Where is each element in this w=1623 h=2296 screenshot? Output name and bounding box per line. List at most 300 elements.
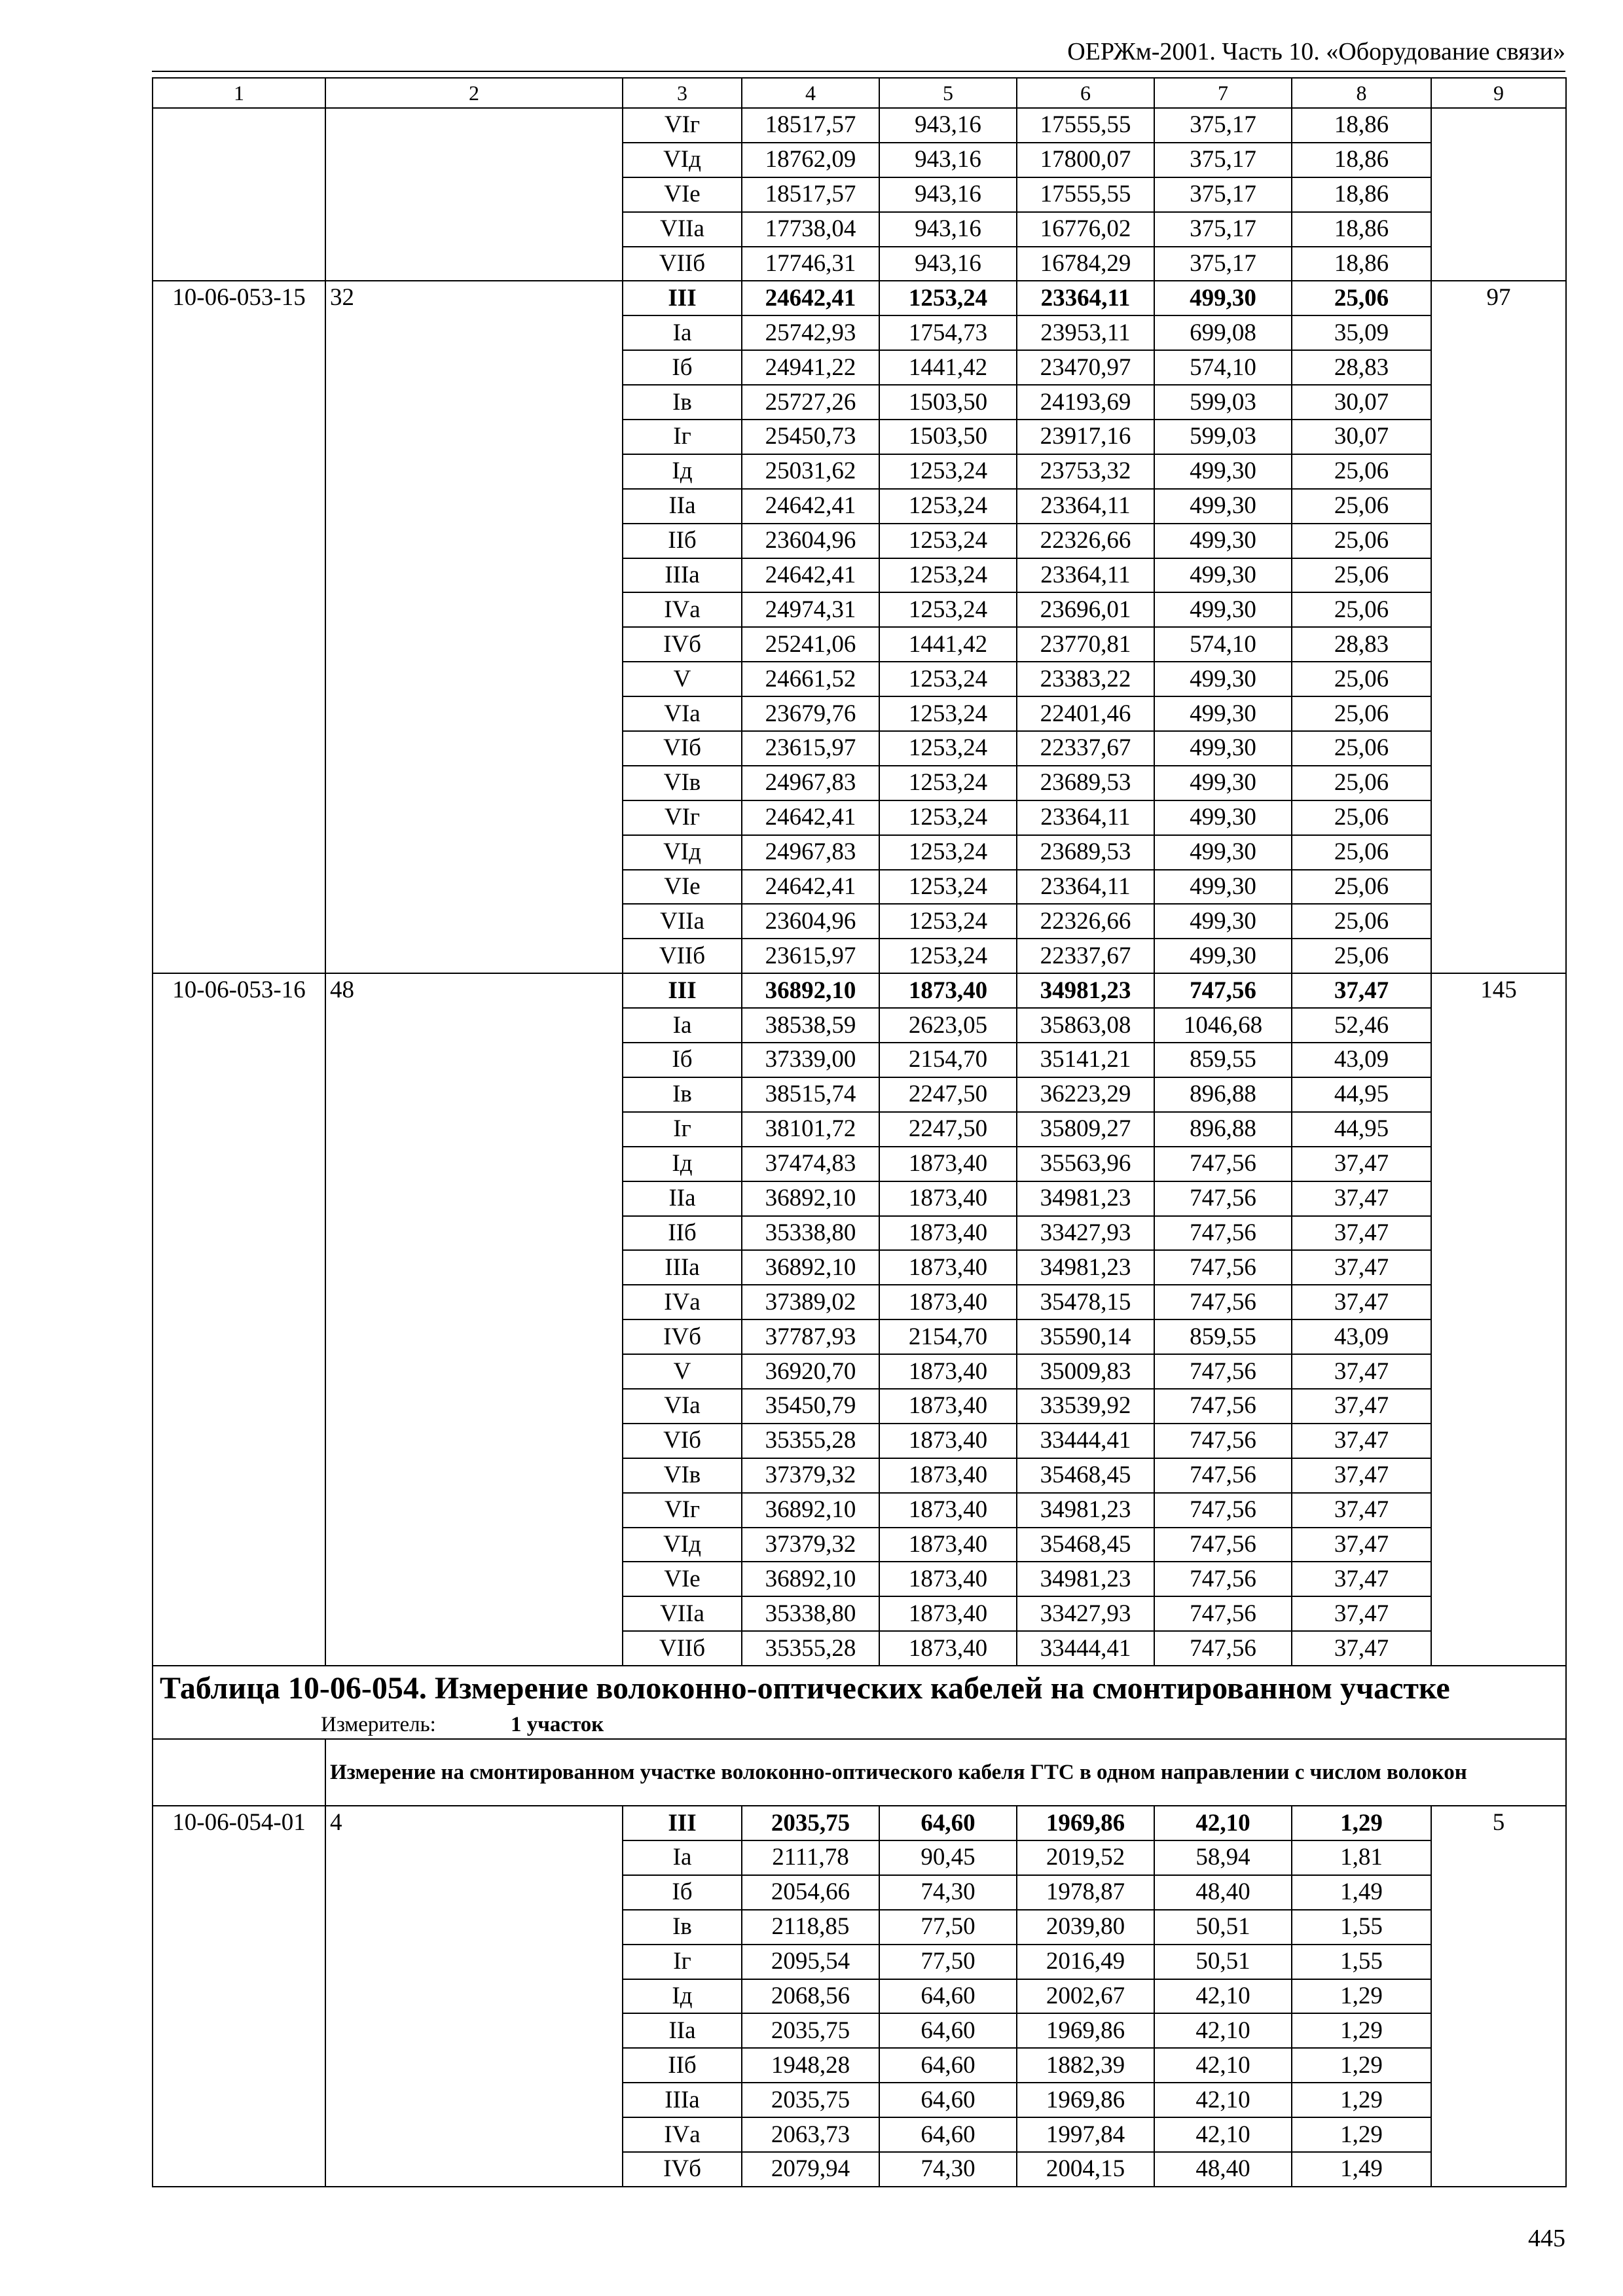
materials-cell: 25,06 <box>1292 524 1431 558</box>
materials-cell: 1,55 <box>1292 1945 1431 1979</box>
column-number: 7 <box>1154 78 1292 108</box>
total-cost-cell: 38101,72 <box>742 1112 879 1147</box>
materials-cell: 43,09 <box>1292 1319 1431 1354</box>
machines-cell: 35468,45 <box>1017 1458 1154 1493</box>
machines-cell: 35141,21 <box>1017 1043 1154 1077</box>
driver-wages-cell: 747,56 <box>1154 1354 1292 1389</box>
zone-cell: Iб <box>623 350 742 385</box>
machines-cell: 2039,80 <box>1017 1910 1154 1945</box>
machines-cell: 33444,41 <box>1017 1631 1154 1666</box>
table-row <box>153 973 1566 1008</box>
wages-cell: 77,50 <box>879 1945 1017 1979</box>
machines-cell: 33427,93 <box>1017 1216 1154 1251</box>
driver-wages-cell: 747,56 <box>1154 1389 1292 1424</box>
zone-cell: Iд <box>623 1147 742 1181</box>
machines-cell: 2019,52 <box>1017 1840 1154 1875</box>
machines-cell: 23383,22 <box>1017 662 1154 696</box>
zone-cell: VIв <box>623 766 742 800</box>
wages-cell: 64,60 <box>879 1806 1017 1840</box>
total-cost-cell: 24967,83 <box>742 766 879 800</box>
zone-cell: VIг <box>623 108 742 143</box>
col9-cell: 5 <box>1431 1806 1566 2187</box>
wages-cell: 1873,40 <box>879 1181 1017 1216</box>
total-cost-cell: 18517,57 <box>742 108 879 143</box>
wages-cell: 64,60 <box>879 2083 1017 2117</box>
machines-cell: 1997,84 <box>1017 2117 1154 2152</box>
fibers-cell <box>325 108 623 281</box>
materials-cell: 25,06 <box>1292 731 1431 766</box>
materials-cell: 1,49 <box>1292 1875 1431 1910</box>
zone-cell: Iа <box>623 1840 742 1875</box>
column-number: 4 <box>742 78 879 108</box>
driver-wages-cell: 42,10 <box>1154 1979 1292 2014</box>
machines-cell: 22337,67 <box>1017 939 1154 973</box>
wages-cell: 2247,50 <box>879 1112 1017 1147</box>
zone-cell: IIа <box>623 2013 742 2048</box>
driver-wages-cell: 499,30 <box>1154 489 1292 524</box>
zone-cell: Iа <box>623 1008 742 1043</box>
zone-cell: Iа <box>623 315 742 350</box>
driver-wages-cell: 375,17 <box>1154 108 1292 143</box>
wages-cell: 943,16 <box>879 143 1017 177</box>
materials-cell: 37,47 <box>1292 1458 1431 1493</box>
driver-wages-cell: 499,30 <box>1154 524 1292 558</box>
materials-cell: 30,07 <box>1292 385 1431 420</box>
materials-cell: 1,81 <box>1292 1840 1431 1875</box>
machines-cell: 1978,87 <box>1017 1875 1154 1910</box>
zone-cell: VIг <box>623 800 742 835</box>
wages-cell: 943,16 <box>879 247 1017 281</box>
driver-wages-cell: 1046,68 <box>1154 1008 1292 1043</box>
driver-wages-cell: 375,17 <box>1154 247 1292 281</box>
machines-cell: 17555,55 <box>1017 108 1154 143</box>
driver-wages-cell: 42,10 <box>1154 2013 1292 2048</box>
machines-cell: 22326,66 <box>1017 524 1154 558</box>
materials-cell: 25,06 <box>1292 904 1431 939</box>
materials-cell: 25,06 <box>1292 558 1431 593</box>
driver-wages-cell: 58,94 <box>1154 1840 1292 1875</box>
total-cost-cell: 17738,04 <box>742 212 879 247</box>
wages-cell: 1253,24 <box>879 524 1017 558</box>
price-table <box>152 77 1567 2187</box>
materials-cell: 28,83 <box>1292 627 1431 662</box>
wages-cell: 1253,24 <box>879 489 1017 524</box>
total-cost-cell: 25031,62 <box>742 454 879 489</box>
wages-cell: 74,30 <box>879 2152 1017 2187</box>
total-cost-cell: 2035,75 <box>742 2083 879 2117</box>
total-cost-cell: 25241,06 <box>742 627 879 662</box>
machines-cell: 2004,15 <box>1017 2152 1154 2187</box>
wages-cell: 1873,40 <box>879 1285 1017 1319</box>
total-cost-cell: 18517,57 <box>742 177 879 212</box>
zone-cell: IIIа <box>623 1250 742 1285</box>
wages-cell: 2154,70 <box>879 1319 1017 1354</box>
machines-cell: 23917,16 <box>1017 420 1154 454</box>
column-number-row <box>153 78 1566 108</box>
wages-cell: 1503,50 <box>879 385 1017 420</box>
total-cost-cell: 2035,75 <box>742 2013 879 2048</box>
zone-cell: VIб <box>623 1424 742 1458</box>
code-cell <box>153 108 325 281</box>
wages-cell: 1253,24 <box>879 731 1017 766</box>
total-cost-cell: 18762,09 <box>742 143 879 177</box>
wages-cell: 1503,50 <box>879 420 1017 454</box>
total-cost-cell: 2054,66 <box>742 1875 879 1910</box>
wages-cell: 1873,40 <box>879 1250 1017 1285</box>
machines-cell: 34981,23 <box>1017 1562 1154 1596</box>
zone-cell: IVа <box>623 592 742 627</box>
driver-wages-cell: 499,30 <box>1154 731 1292 766</box>
total-cost-cell: 23615,97 <box>742 939 879 973</box>
materials-cell: 25,06 <box>1292 835 1431 870</box>
total-cost-cell: 25727,26 <box>742 385 879 420</box>
total-cost-cell: 24642,41 <box>742 870 879 905</box>
zone-cell: V <box>623 1354 742 1389</box>
total-cost-cell: 23679,76 <box>742 696 879 731</box>
zone-cell: VIIа <box>623 212 742 247</box>
wages-cell: 64,60 <box>879 2117 1017 2152</box>
wages-cell: 64,60 <box>879 1979 1017 2014</box>
materials-cell: 18,86 <box>1292 212 1431 247</box>
driver-wages-cell: 747,56 <box>1154 1631 1292 1666</box>
driver-wages-cell: 48,40 <box>1154 1875 1292 1910</box>
materials-cell: 25,06 <box>1292 939 1431 973</box>
machines-cell: 23470,97 <box>1017 350 1154 385</box>
fibers-cell: 48 <box>325 973 623 1666</box>
driver-wages-cell: 896,88 <box>1154 1112 1292 1147</box>
machines-cell: 2016,49 <box>1017 1945 1154 1979</box>
materials-cell: 44,95 <box>1292 1112 1431 1147</box>
header-rule <box>152 71 1565 72</box>
materials-cell: 18,86 <box>1292 143 1431 177</box>
table-title-row <box>153 1666 1566 1711</box>
col9-cell: 145 <box>1431 973 1566 1666</box>
wages-cell: 1873,40 <box>879 1493 1017 1528</box>
machines-cell: 23364,11 <box>1017 558 1154 593</box>
column-number: 6 <box>1017 78 1154 108</box>
driver-wages-cell: 747,56 <box>1154 1562 1292 1596</box>
total-cost-cell: 37389,02 <box>742 1285 879 1319</box>
materials-cell: 25,06 <box>1292 696 1431 731</box>
zone-cell: VIIа <box>623 904 742 939</box>
materials-cell: 18,86 <box>1292 177 1431 212</box>
driver-wages-cell: 747,56 <box>1154 1528 1292 1562</box>
materials-cell: 35,09 <box>1292 315 1431 350</box>
materials-cell: 44,95 <box>1292 1077 1431 1112</box>
driver-wages-cell: 42,10 <box>1154 1806 1292 1840</box>
wages-cell: 1873,40 <box>879 1596 1017 1631</box>
wages-cell: 1873,40 <box>879 1424 1017 1458</box>
materials-cell: 37,47 <box>1292 1250 1431 1285</box>
driver-wages-cell: 499,30 <box>1154 454 1292 489</box>
wages-cell: 1441,42 <box>879 350 1017 385</box>
wages-cell: 1441,42 <box>879 627 1017 662</box>
total-cost-cell: 36920,70 <box>742 1354 879 1389</box>
machines-cell: 33444,41 <box>1017 1424 1154 1458</box>
column-number: 3 <box>623 78 742 108</box>
zone-cell: VIе <box>623 177 742 212</box>
wages-cell: 64,60 <box>879 2048 1017 2083</box>
driver-wages-cell: 896,88 <box>1154 1077 1292 1112</box>
zone-cell: Iд <box>623 1979 742 2014</box>
total-cost-cell: 36892,10 <box>742 1493 879 1528</box>
materials-cell: 37,47 <box>1292 1424 1431 1458</box>
wages-cell: 1873,40 <box>879 1389 1017 1424</box>
col9-cell: 97 <box>1431 281 1566 973</box>
machines-cell: 23364,11 <box>1017 800 1154 835</box>
wages-cell: 1253,24 <box>879 454 1017 489</box>
wages-cell: 1253,24 <box>879 800 1017 835</box>
machines-cell: 35563,96 <box>1017 1147 1154 1181</box>
column-number: 8 <box>1292 78 1431 108</box>
driver-wages-cell: 499,30 <box>1154 904 1292 939</box>
total-cost-cell: 24642,41 <box>742 281 879 315</box>
machines-cell: 17800,07 <box>1017 143 1154 177</box>
zone-cell: VIд <box>623 1528 742 1562</box>
total-cost-cell: 38515,74 <box>742 1077 879 1112</box>
driver-wages-cell: 859,55 <box>1154 1319 1292 1354</box>
machines-cell: 1882,39 <box>1017 2048 1154 2083</box>
materials-cell: 37,47 <box>1292 1354 1431 1389</box>
meter-value: 1 участок <box>511 1713 604 1737</box>
driver-wages-cell: 48,40 <box>1154 2152 1292 2187</box>
driver-wages-cell: 599,03 <box>1154 385 1292 420</box>
total-cost-cell: 37339,00 <box>742 1043 879 1077</box>
zone-cell: VIг <box>623 1493 742 1528</box>
wages-cell: 64,60 <box>879 2013 1017 2048</box>
materials-cell: 25,06 <box>1292 662 1431 696</box>
zone-cell: IIб <box>623 524 742 558</box>
section-title: Измерение на смонтированном участке волоконно-оптического кабеля ГТС в одном направлении с числом волокон <box>325 1739 1566 1806</box>
total-cost-cell: 24642,41 <box>742 489 879 524</box>
wages-cell: 90,45 <box>879 1840 1017 1875</box>
zone-cell: VIIа <box>623 1596 742 1631</box>
materials-cell: 25,06 <box>1292 281 1431 315</box>
zone-cell: IIб <box>623 2048 742 2083</box>
materials-cell: 37,47 <box>1292 973 1431 1008</box>
materials-cell: 1,29 <box>1292 2117 1431 2152</box>
total-cost-cell: 24642,41 <box>742 558 879 593</box>
wages-cell: 2247,50 <box>879 1077 1017 1112</box>
zone-cell: VIIб <box>623 1631 742 1666</box>
machines-cell: 23364,11 <box>1017 281 1154 315</box>
total-cost-cell: 2079,94 <box>742 2152 879 2187</box>
zone-cell: Iг <box>623 1112 742 1147</box>
materials-cell: 1,29 <box>1292 1979 1431 2014</box>
table-row <box>153 1806 1566 1840</box>
column-number: 9 <box>1431 78 1566 108</box>
machines-cell: 34981,23 <box>1017 1181 1154 1216</box>
wages-cell: 1253,24 <box>879 939 1017 973</box>
total-cost-cell: 36892,10 <box>742 1562 879 1596</box>
driver-wages-cell: 747,56 <box>1154 1181 1292 1216</box>
machines-cell: 36223,29 <box>1017 1077 1154 1112</box>
driver-wages-cell: 747,56 <box>1154 1493 1292 1528</box>
materials-cell: 30,07 <box>1292 420 1431 454</box>
materials-cell: 1,29 <box>1292 2083 1431 2117</box>
wages-cell: 1253,24 <box>879 696 1017 731</box>
materials-cell: 25,06 <box>1292 800 1431 835</box>
wages-cell: 1253,24 <box>879 870 1017 905</box>
zone-cell: IIа <box>623 489 742 524</box>
code-cell: 10-06-053-16 <box>153 973 325 1666</box>
fibers-cell: 4 <box>325 1806 623 2187</box>
zone-cell: VIд <box>623 143 742 177</box>
wages-cell: 2623,05 <box>879 1008 1017 1043</box>
driver-wages-cell: 747,56 <box>1154 973 1292 1008</box>
total-cost-cell: 35355,28 <box>742 1631 879 1666</box>
driver-wages-cell: 499,30 <box>1154 662 1292 696</box>
machines-cell: 34981,23 <box>1017 1493 1154 1528</box>
driver-wages-cell: 499,30 <box>1154 870 1292 905</box>
column-number: 5 <box>879 78 1017 108</box>
driver-wages-cell: 42,10 <box>1154 2083 1292 2117</box>
machines-cell: 23689,53 <box>1017 766 1154 800</box>
wages-cell: 1873,40 <box>879 973 1017 1008</box>
table-row <box>153 108 1566 143</box>
wages-cell: 1253,24 <box>879 281 1017 315</box>
materials-cell: 37,47 <box>1292 1216 1431 1251</box>
materials-cell: 37,47 <box>1292 1285 1431 1319</box>
total-cost-cell: 36892,10 <box>742 1250 879 1285</box>
total-cost-cell: 24642,41 <box>742 800 879 835</box>
materials-cell: 1,29 <box>1292 2013 1431 2048</box>
machines-cell: 23770,81 <box>1017 627 1154 662</box>
fibers-cell: 32 <box>325 281 623 973</box>
machines-cell: 35863,08 <box>1017 1008 1154 1043</box>
driver-wages-cell: 599,03 <box>1154 420 1292 454</box>
driver-wages-cell: 747,56 <box>1154 1147 1292 1181</box>
machines-cell: 35468,45 <box>1017 1528 1154 1562</box>
driver-wages-cell: 375,17 <box>1154 212 1292 247</box>
materials-cell: 25,06 <box>1292 489 1431 524</box>
table-row <box>153 281 1566 315</box>
total-cost-cell: 38538,59 <box>742 1008 879 1043</box>
total-cost-cell: 24967,83 <box>742 835 879 870</box>
driver-wages-cell: 747,56 <box>1154 1596 1292 1631</box>
driver-wages-cell: 42,10 <box>1154 2117 1292 2152</box>
materials-cell: 25,06 <box>1292 870 1431 905</box>
materials-cell: 25,06 <box>1292 766 1431 800</box>
wages-cell: 1873,40 <box>879 1631 1017 1666</box>
driver-wages-cell: 859,55 <box>1154 1043 1292 1077</box>
machines-cell: 23953,11 <box>1017 315 1154 350</box>
total-cost-cell: 2095,54 <box>742 1945 879 1979</box>
machines-cell: 23753,32 <box>1017 454 1154 489</box>
driver-wages-cell: 50,51 <box>1154 1910 1292 1945</box>
driver-wages-cell: 699,08 <box>1154 315 1292 350</box>
total-cost-cell: 2063,73 <box>742 2117 879 2152</box>
meter-row <box>153 1711 1566 1739</box>
zone-cell: VIIб <box>623 939 742 973</box>
machines-cell: 16784,29 <box>1017 247 1154 281</box>
total-cost-cell: 37787,93 <box>742 1319 879 1354</box>
wages-cell: 2154,70 <box>879 1043 1017 1077</box>
total-cost-cell: 37379,32 <box>742 1458 879 1493</box>
total-cost-cell: 36892,10 <box>742 973 879 1008</box>
meter-label: Измеритель: <box>321 1713 436 1737</box>
total-cost-cell: 23604,96 <box>742 524 879 558</box>
materials-cell: 37,47 <box>1292 1389 1431 1424</box>
total-cost-cell: 2035,75 <box>742 1806 879 1840</box>
driver-wages-cell: 574,10 <box>1154 627 1292 662</box>
materials-cell: 18,86 <box>1292 247 1431 281</box>
machines-cell: 35590,14 <box>1017 1319 1154 1354</box>
zone-cell: VIе <box>623 1562 742 1596</box>
wages-cell: 1253,24 <box>879 904 1017 939</box>
wages-cell: 1873,40 <box>879 1354 1017 1389</box>
zone-cell: Iг <box>623 1945 742 1979</box>
section-row <box>153 1739 1566 1806</box>
zone-cell: IVа <box>623 1285 742 1319</box>
materials-cell: 37,47 <box>1292 1147 1431 1181</box>
machines-cell: 33539,92 <box>1017 1389 1154 1424</box>
wages-cell: 1253,24 <box>879 835 1017 870</box>
materials-cell: 37,47 <box>1292 1596 1431 1631</box>
driver-wages-cell: 574,10 <box>1154 350 1292 385</box>
wages-cell: 943,16 <box>879 177 1017 212</box>
zone-cell: IIа <box>623 1181 742 1216</box>
zone-cell: III <box>623 1806 742 1840</box>
materials-cell: 28,83 <box>1292 350 1431 385</box>
page-header: ОЕРЖм-2001. Часть 10. «Оборудование связи» <box>1067 38 1565 65</box>
zone-cell: Iг <box>623 420 742 454</box>
total-cost-cell: 25742,93 <box>742 315 879 350</box>
machines-cell: 23696,01 <box>1017 592 1154 627</box>
driver-wages-cell: 499,30 <box>1154 558 1292 593</box>
driver-wages-cell: 747,56 <box>1154 1458 1292 1493</box>
materials-cell: 1,49 <box>1292 2152 1431 2187</box>
zone-cell: VIв <box>623 1458 742 1493</box>
total-cost-cell: 17746,31 <box>742 247 879 281</box>
total-cost-cell: 1948,28 <box>742 2048 879 2083</box>
driver-wages-cell: 499,30 <box>1154 766 1292 800</box>
wages-cell: 74,30 <box>879 1875 1017 1910</box>
wages-cell: 1873,40 <box>879 1216 1017 1251</box>
driver-wages-cell: 375,17 <box>1154 177 1292 212</box>
meter-cell <box>153 1711 1566 1739</box>
driver-wages-cell: 747,56 <box>1154 1216 1292 1251</box>
machines-cell: 22401,46 <box>1017 696 1154 731</box>
zone-cell: Iб <box>623 1875 742 1910</box>
materials-cell: 37,47 <box>1292 1631 1431 1666</box>
materials-cell: 1,29 <box>1292 1806 1431 1840</box>
driver-wages-cell: 499,30 <box>1154 281 1292 315</box>
column-number: 1 <box>153 78 325 108</box>
zone-cell: Iв <box>623 1077 742 1112</box>
page-number: 445 <box>1528 2225 1565 2252</box>
machines-cell: 22337,67 <box>1017 731 1154 766</box>
machines-cell: 1969,86 <box>1017 1806 1154 1840</box>
zone-cell: VIд <box>623 835 742 870</box>
total-cost-cell: 2068,56 <box>742 1979 879 2014</box>
machines-cell: 23364,11 <box>1017 870 1154 905</box>
wages-cell: 943,16 <box>879 212 1017 247</box>
wages-cell: 77,50 <box>879 1910 1017 1945</box>
total-cost-cell: 35450,79 <box>742 1389 879 1424</box>
wages-cell: 1873,40 <box>879 1562 1017 1596</box>
materials-cell: 18,86 <box>1292 108 1431 143</box>
zone-cell: III <box>623 973 742 1008</box>
driver-wages-cell: 42,10 <box>1154 2048 1292 2083</box>
machines-cell: 22326,66 <box>1017 904 1154 939</box>
total-cost-cell: 24941,22 <box>742 350 879 385</box>
zone-cell: III <box>623 281 742 315</box>
wages-cell: 1754,73 <box>879 315 1017 350</box>
materials-cell: 1,55 <box>1292 1910 1431 1945</box>
total-cost-cell: 36892,10 <box>742 1181 879 1216</box>
zone-cell: VIе <box>623 870 742 905</box>
